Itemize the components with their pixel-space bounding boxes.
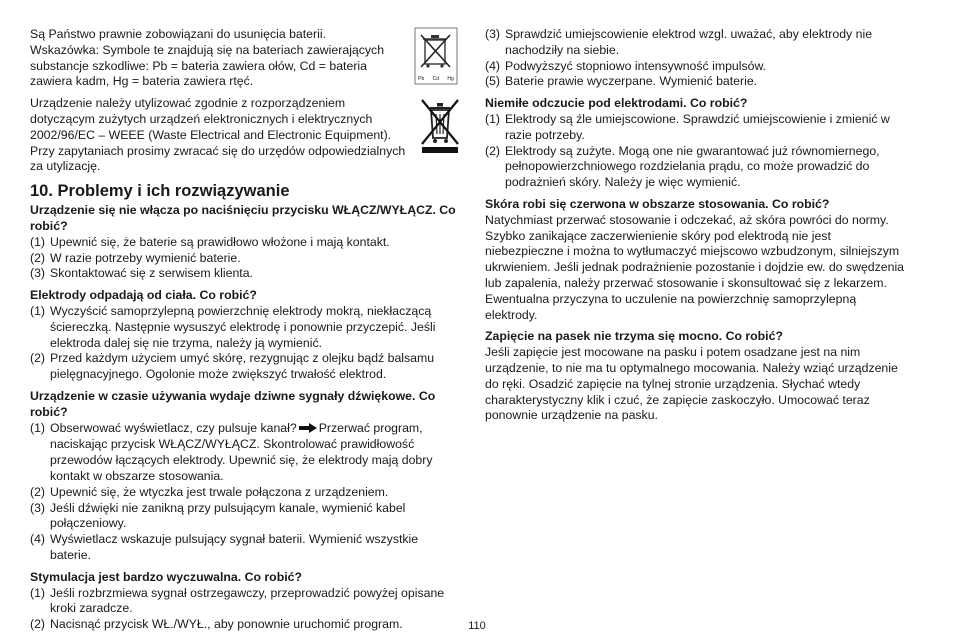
list-item-number: (1) [30, 303, 46, 318]
list-item-number: (2) [30, 484, 46, 499]
list-item-text: Upewnić się, że wtyczka jest trwale połączona z urządzeniem. [50, 484, 389, 499]
section-title: 10. Problemy i ich rozwiązywanie [30, 182, 290, 201]
faq-block-strange-sounds [30, 389, 462, 564]
continued-answer-list [485, 27, 910, 90]
faq-question: Skóra robi się czerwona w obszarze stosowania. Co robić? [485, 196, 830, 211]
weee-crossed-bin-icon [418, 96, 462, 161]
list-item-number: (3) [30, 500, 46, 515]
list-item [30, 532, 462, 564]
list-item-text: Jeśli dźwięki nie zanikną przy pulsującym kanale, wymienić kabel połączeniowy. [50, 500, 406, 531]
faq-question: Zapięcie na pasek nie trzyma się mocno. Co robić? [485, 329, 783, 344]
list-item [30, 586, 462, 618]
faq-question: Niemiłe odczucie pod elektrodami. Co robić? [485, 96, 748, 111]
faq-answer-list [30, 421, 462, 564]
list-item [30, 266, 462, 282]
list-item [30, 251, 462, 267]
list-item-text: Upewnić się, że baterie są prawidłowo włożone i mają kontakt. [50, 234, 390, 249]
faq-block-power [30, 203, 462, 282]
list-item-number: (1) [30, 234, 46, 249]
list-item [30, 304, 462, 351]
list-item-text: Podwyższyć stopniowo intensywność impulsów. [505, 58, 767, 73]
battery-note-line-2: Wskazówka: Symbole te znajdują się na bateriach zawierających substancje szkodliwe: Pb = bateria zawiera ołów, Cd = bateria zawiera kadm, Hg = bateria zawiera rtęć. [30, 42, 385, 89]
list-item-number: (2) [485, 143, 501, 158]
faq-question: Elektrody odpadają od ciała. Co robić? [30, 288, 257, 303]
faq-block-electrodes-fall-off [30, 288, 462, 383]
faq-block-red-skin [485, 197, 910, 323]
faq-answer-text: Jeśli zapięcie jest mocowane na pasku i potem osadzane jest na nim urządzenie, to nie ma tu optymalnego mocowania. Należy wziąć urządzenie do ręki. Osadzić zapięcie na tylnej stronie urządzenia. Słychać wtedy charakterystyczny klik i czuć, że zapięcie zaskoczyło. Umocować teraz ponownie urządzenie na pasku. [485, 345, 898, 423]
battery-label-cd: Cd [432, 75, 440, 82]
list-item-text-after-arrow: Przerwać program, naciskając przycisk WŁĄCZ/WYŁĄCZ. Skontrolować prawidłowość przewodów łączących elektrody. Upewnić się, że elektrody mają dobry kontakt w obszarze stosowania. [50, 420, 433, 483]
list-item-number: (5) [485, 74, 501, 89]
list-item [485, 59, 910, 75]
list-item-number: (2) [30, 617, 46, 632]
list-item [30, 235, 462, 251]
weee-disposal-note [30, 96, 462, 175]
list-item-text: Sprawdzić umiejscowienie elektrod wzgl. uważać, aby elektrody nie nachodziły na siebie. [505, 27, 873, 57]
list-item-text-before-arrow: Obserwować wyświetlacz, czy pulsuje kanał? [50, 420, 297, 435]
list-item [485, 27, 910, 59]
list-item-text: Nacisnąć przycisk WŁ./WYŁ., aby ponownie uruchomić program. [50, 617, 403, 632]
list-item-number: (2) [30, 250, 46, 265]
list-item-number: (2) [30, 351, 46, 366]
faq-block-belt-clip [485, 329, 910, 424]
list-item [30, 485, 462, 501]
list-item-text: W razie potrzeby wymienić baterie. [50, 250, 241, 265]
list-item-text: Elektrody są zużyte. Mogą one nie gwarantować już równomiernego, pełnopowierzchniowego rozdzielania prądu, co może prowadzić do podrażnień skóry. Należy je więc wymienić. [505, 143, 880, 190]
list-item [30, 501, 462, 533]
list-item-number: (4) [485, 58, 501, 73]
faq-answer-text: Natychmiast przerwać stosowanie i odczekać, aż skóra powróci do normy. Szybko zanikające zaczerwienienie skóry pod elektrodą nie jest niebezpieczne i można to wytłumaczyć miejscowo wzbudzonym, silniejszym ukrwieniem. Jeśli jednak podrażnienie pozostanie i dojdzie ew. do swędzenia lub zapalenia, należy przerwać stosowanie i skonsultować się z lekarzem. Ewentualna przyczyna to uczulenie na powierzchnię samoprzylepną elektrody. [485, 212, 905, 322]
faq-block-unpleasant-feeling [485, 96, 910, 191]
left-column [30, 27, 462, 633]
list-item-text: Skontaktować się z serwisem klienta. [50, 266, 253, 281]
faq-answer-list [30, 304, 462, 383]
faq-question: Urządzenie w czasie używania wydaje dziwne sygnały dźwiękowe. Co robić? [30, 388, 436, 419]
list-item [30, 351, 462, 383]
faq-answer-list [30, 235, 462, 282]
list-item-number: (3) [30, 266, 46, 281]
battery-label-pb: Pb [418, 75, 425, 82]
list-item [30, 421, 462, 485]
list-item-text: Baterie prawie wyczerpane. Wymienić baterie. [505, 74, 758, 89]
list-item-number: (1) [485, 111, 501, 126]
faq-question: Stymulacja jest bardzo wyczuwalna. Co robić? [30, 569, 302, 584]
battery-note-line-1: Są Państwo prawnie zobowiązani do usunięcia baterii. [30, 27, 326, 41]
list-item [485, 144, 910, 191]
list-item-text: Wyświetlacz wskazuje pulsujący sygnał baterii. Wymienić wszystkie baterie. [50, 532, 419, 562]
battery-crossed-bin-icon [414, 27, 458, 82]
faq-answer-list [485, 112, 910, 191]
list-item-number: (4) [30, 532, 46, 547]
weee-note-text: Urządzenie należy utylizować zgodnie z rozporządzeniem dotyczącym zużytych urządzeń elektronicznych i elektrycznych 2002/96/EC – WEEE (Waste Electrical and Electronic Equipment). Przy zapytaniach prosimy zwracać się do urzędów odpowiedzialnych za utylizację. [30, 96, 406, 174]
list-item-number: (3) [485, 27, 501, 41]
page-number: 110 [468, 620, 486, 632]
list-item-text: Wyczyścić samoprzylepną powierzchnię elektrody mokrą, niekłaczącą ściereczką. Następnie wysuszyć elektrodę i ponownie przyczepić. Jeśli elektroda dalej się nie trzyma, należy ją wymienić. [50, 303, 436, 350]
list-item [485, 112, 910, 144]
faq-question: Urządzenie się nie włącza po naciśnięciu przycisku WŁĄCZ/WYŁĄCZ. Co robić? [30, 203, 456, 233]
right-column [485, 27, 910, 424]
list-item-number: (1) [30, 420, 46, 435]
battery-disposal-note [30, 27, 462, 90]
list-item-text: Elektrody są źle umiejscowione. Sprawdzić umiejscowienie i zmienić w razie potrzeby. [505, 111, 890, 142]
list-item-text: Przed każdym użyciem umyć skórę, rezygnując z olejku bądź balsamu pielęgnacyjnego. Ogolonie może zwiększyć trwałość elektrod. [50, 351, 435, 382]
battery-label-hg: Hg [447, 75, 454, 82]
arrow-right-icon [299, 422, 317, 438]
list-item-number: (1) [30, 585, 46, 600]
list-item [485, 74, 910, 90]
list-item-text: Jeśli rozbrzmiewa sygnał ostrzegawczy, przeprowadzić powyżej opisane kroki zaradcze. [50, 585, 445, 616]
